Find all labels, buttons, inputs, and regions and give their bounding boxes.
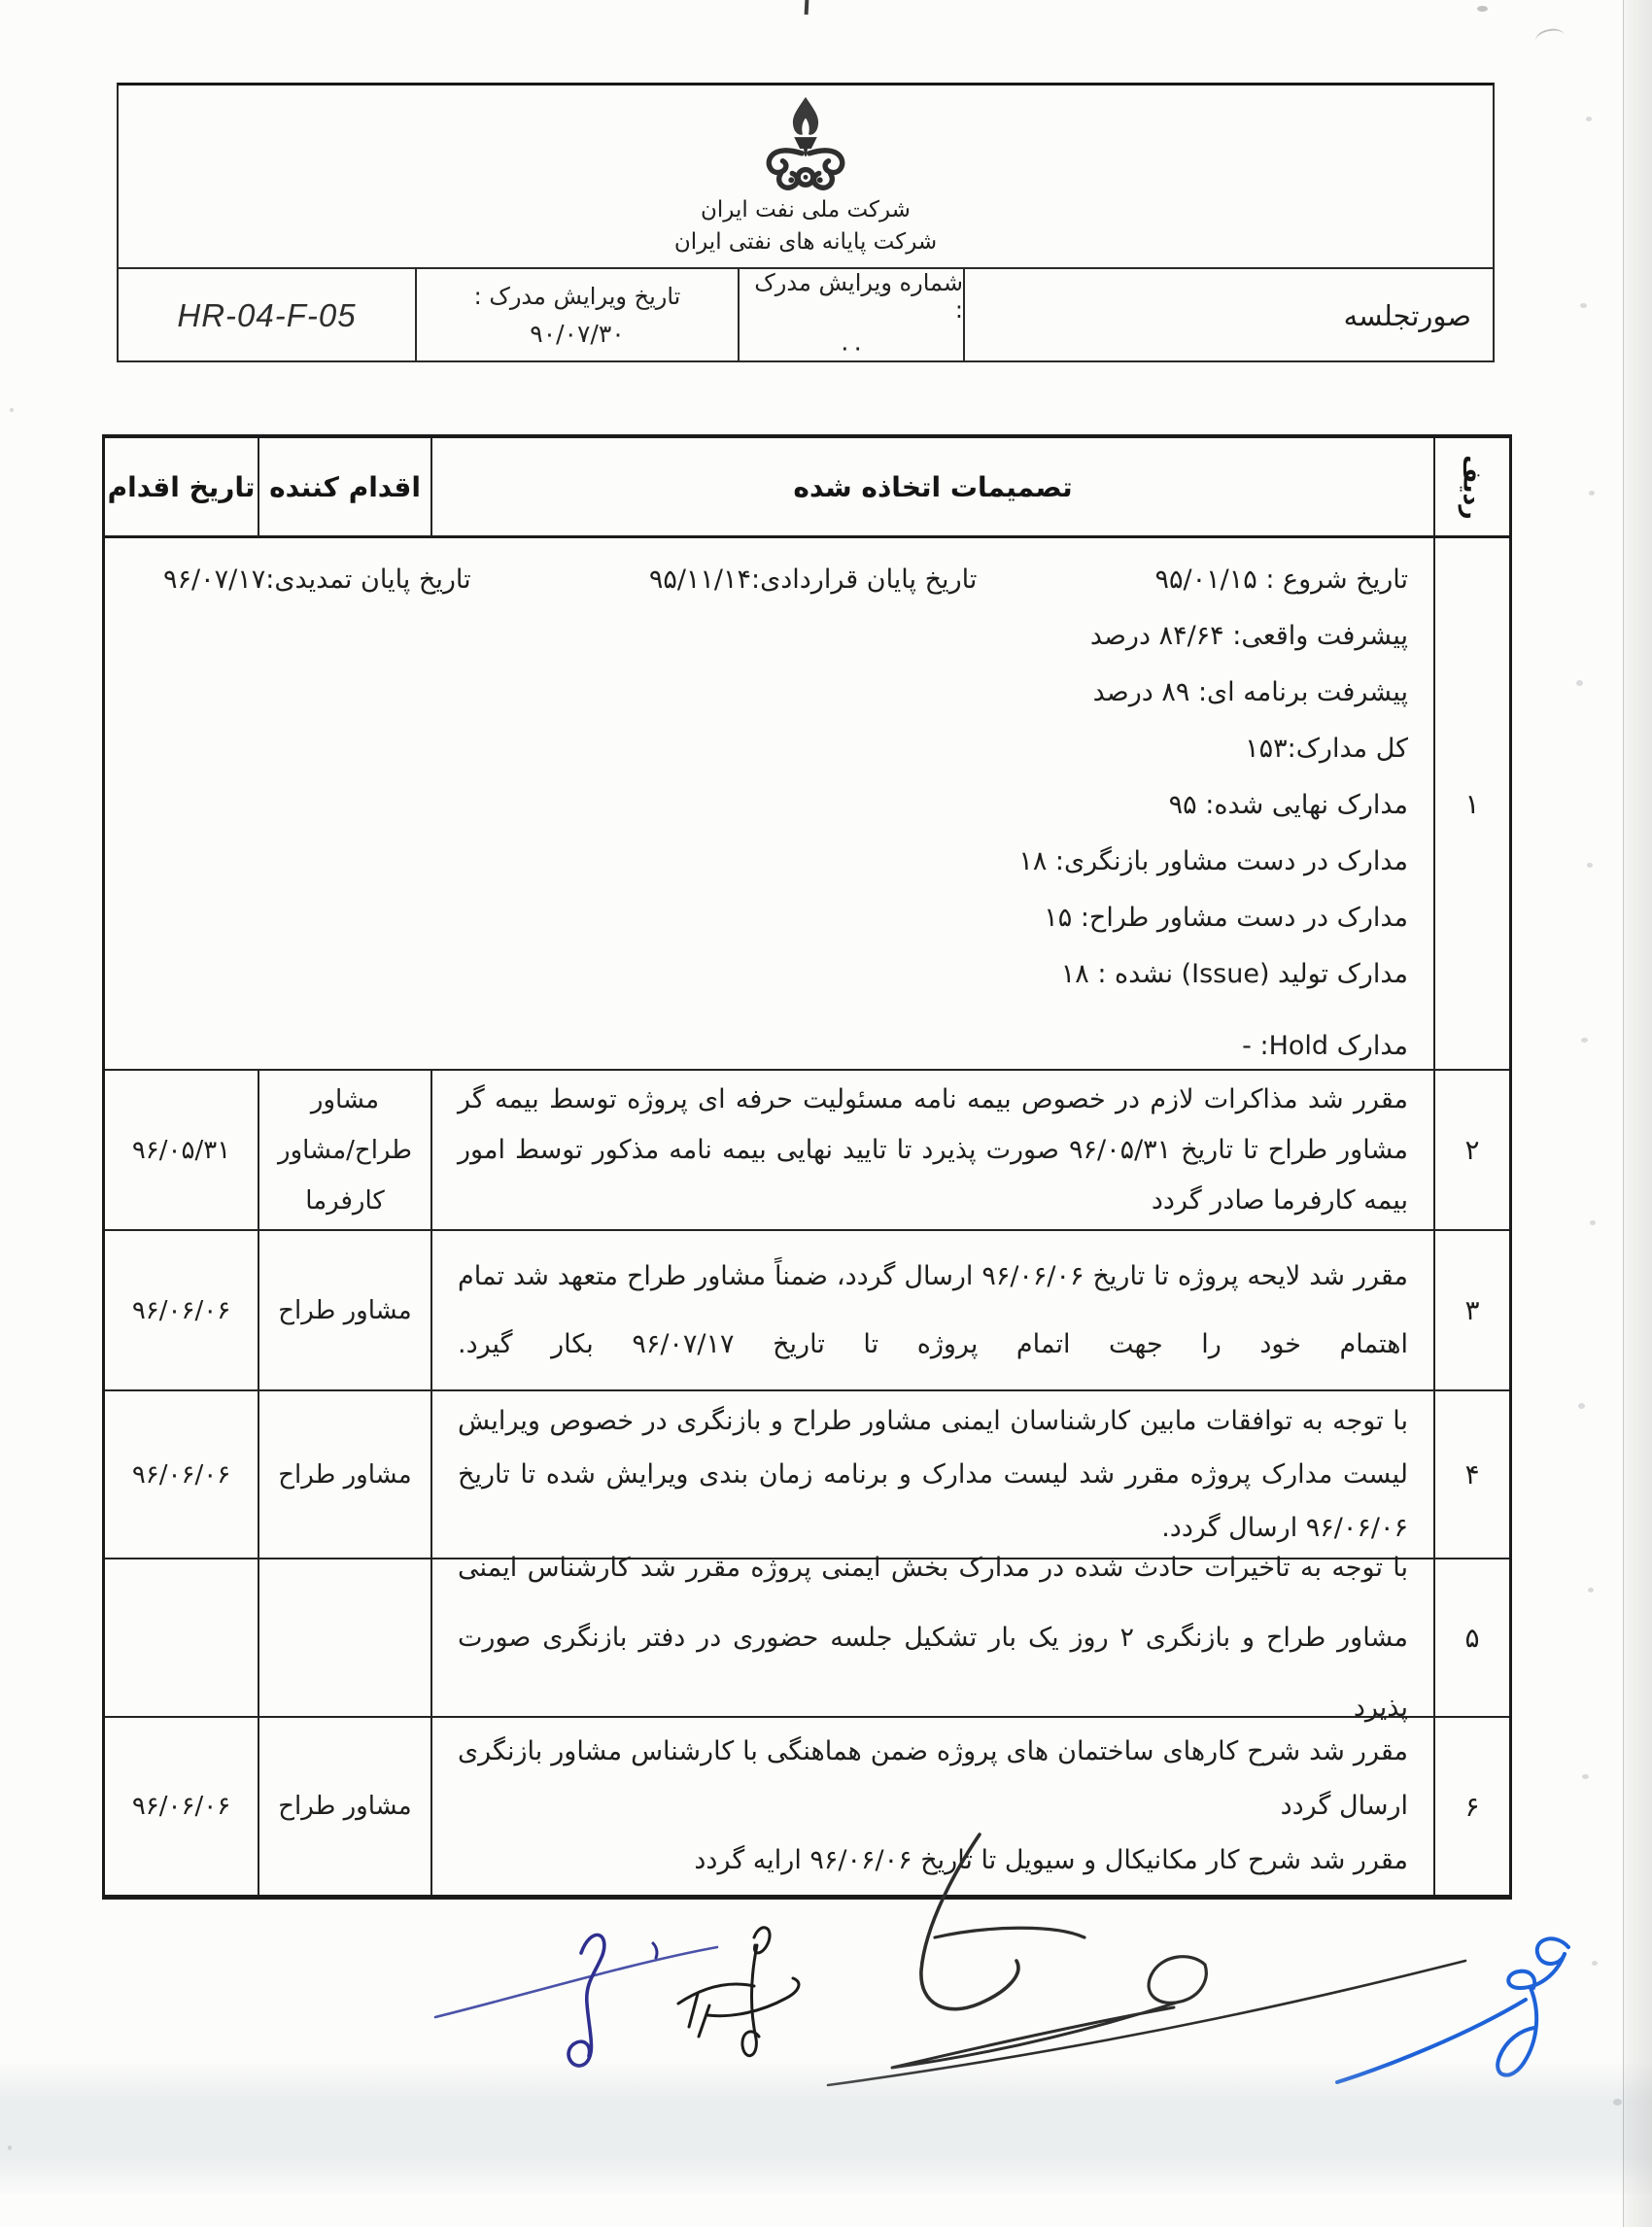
letterhead-logo-row [119, 86, 1493, 269]
letterhead-table [117, 83, 1495, 362]
row-2-actor: مشاور طراح/مشاور کارفرما [258, 1071, 430, 1231]
decision-line: مشاور طراح و بازنگری ۲ روز یک بار تشکیل جلسه حضوری در دفتر بازنگری صورت پذیرد [458, 1622, 1408, 1723]
row-1-line: پیشرفت برنامه ای: ۸۹ درصد [1092, 677, 1408, 707]
row-3-number: ۳ [1433, 1231, 1509, 1391]
decision-line: بیمه کارفرما صادر گردد [1151, 1184, 1408, 1216]
row-1-dates-line: تاریخ شروع : ۹۵/۰۱/۱۵ تاریخ پایان قراردادی:۹۵/۱۱/۱۴ تاریخ پایان تمدیدی:۹۶/۰۷/۱۷ [163, 565, 1408, 595]
row-5-action-date [105, 1559, 258, 1718]
page-right-edge-shadow [1623, 0, 1652, 2227]
doc-type-cell [965, 269, 1493, 361]
decision-line: با توجه به توافقات مابین کارشناسان ایمنی مشاور طراح و بازنگری در خصوص ویرایش [458, 1406, 1408, 1436]
row-1-line: مدارک در دست مشاور بازنگری: ۱۸ [1018, 846, 1408, 876]
scan-speck [1580, 303, 1587, 308]
row-3-action-date: ۹۶/۰۶/۰۶ [105, 1231, 258, 1391]
row-6-action-date: ۹۶/۰۶/۰۶ [131, 1792, 231, 1821]
doc-code: HR-04-F-05 [177, 296, 357, 333]
doc-type-title: صورتجلسه [1343, 298, 1471, 332]
company-name-primary: شرکت ملی نفت ایران [701, 197, 911, 223]
doc-edit-number-value: ۰۰ [838, 333, 865, 361]
row-4-actor: مشاور طراح [258, 1391, 430, 1559]
row-1-line: مدارک تولید (Issue) نشده : ۱۸ [1060, 959, 1408, 989]
row-6-number: ۶ [1433, 1718, 1509, 1895]
header-actor: اقدام کننده [258, 438, 430, 538]
signature-right-blue [1337, 1938, 1568, 2082]
row-5-decisions [430, 1552, 1433, 1723]
doc-edit-number-cell [740, 269, 965, 361]
doc-code-cell [119, 269, 417, 361]
row-1-line: مدارک در دست مشاور طراح: ۱۵ [1044, 903, 1408, 933]
row-4-action-date: ۹۶/۰۶/۰۶ [105, 1391, 258, 1559]
doc-edit-date-value: ۹۰/۰۷/۳۰ [530, 320, 625, 348]
decision-line: ۹۶/۰۶/۰۶ ارسال گردد. [1161, 1513, 1408, 1543]
row-2-action-date: ۹۶/۰۵/۳۱ [105, 1071, 258, 1231]
company-name-secondary: شرکت پایانه های نفتی ایران [673, 229, 938, 255]
signature-large-dark [828, 1834, 1465, 2085]
decision-line: ارسال گردد [1280, 1791, 1408, 1821]
doc-edit-date-cell [417, 269, 740, 361]
decision-line: لیست مدارک پروژه مقرر شد لیست مدارک و برنامه زمان بندی ویرایش شده تا تاریخ [458, 1459, 1408, 1490]
scan-speck [10, 408, 14, 412]
decision-line: مشاور طراح تا تاریخ ۹۶/۰۵/۳۱ صورت پذیرد تا تایید نهایی بیمه نامه مذکور توسط امور [458, 1134, 1408, 1165]
row-1-hold-line: مدارک Hold: - [1242, 1031, 1408, 1061]
row-5-actor [258, 1559, 430, 1718]
row-2-decisions [430, 1071, 1433, 1231]
row-6-actor: مشاور طراح [258, 1718, 430, 1895]
row-3-actor: مشاور طراح [258, 1231, 430, 1391]
scan-speck [1590, 1220, 1596, 1225]
scan-mark [805, 0, 809, 15]
scan-speck [1586, 117, 1592, 121]
row-3-decisions [430, 1231, 1433, 1391]
row-4-number: ۴ [1433, 1391, 1509, 1559]
scan-speck [1589, 491, 1595, 496]
decision-line: مقرر شد لایحه پروژه تا تاریخ ۹۶/۰۶/۰۶ ارسال گردد، ضمناً مشاور طراح متعهد شد تمام [458, 1260, 1408, 1291]
decision-line: مقرر شد شرح کار مکانیکال و سیویل تا تاریخ ۹۶/۰۶/۰۶ ارایه گردد [694, 1845, 1408, 1875]
signature-left-violet [435, 1935, 717, 2066]
scan-speck [1587, 863, 1593, 868]
decisions-table [102, 434, 1512, 1900]
header-action-date: تاریخ اقدام [105, 438, 258, 538]
doc-edit-number-label: شماره ویرایش مدرک : [754, 269, 963, 324]
row-1-number: ۱ [1433, 538, 1509, 1071]
nioc-emblem-logo [747, 93, 864, 198]
decision-line: مقرر شد مذاکرات لازم در خصوص بیمه نامه مسئولیت حرفه ای پروژه توسط بیمه گر [458, 1083, 1408, 1114]
scan-speck [1582, 1774, 1589, 1779]
scan-speck [1581, 1038, 1588, 1043]
scan-mark [1477, 6, 1488, 12]
scan-speck [8, 2145, 12, 2150]
row-5-number: ۵ [1433, 1559, 1509, 1718]
decision-line: مقرر شد شرح کارهای ساختمان های پروژه ضمن هماهنگی با کارشناس مشاور بازنگری [458, 1736, 1408, 1766]
doc-edit-date-label: تاریخ ویرایش مدرک : [473, 283, 681, 310]
scan-speck [1592, 1961, 1598, 1966]
row-1-line: پیشرفت واقعی: ۸۴/۶۴ درصد [1089, 621, 1408, 651]
header-decisions: تصمیمات اتخاذه شده [430, 438, 1433, 538]
scanner-shadow-band [0, 2063, 1652, 2194]
letterhead-info-row [119, 269, 1493, 361]
row-1-line: مدارک نهایی شده: ۹۵ [1168, 790, 1408, 820]
scan-speck [1588, 1588, 1594, 1593]
scan-mark [1533, 26, 1566, 50]
signature-middle-dark [678, 1928, 799, 2056]
scan-speck [1576, 680, 1583, 686]
header-row-no: ردیف [1433, 438, 1509, 538]
decision-line: اهتمام خود را جهت اتمام پروژه تا تاریخ ۹۶/۰۷/۱۷ بکار گیرد. [458, 1328, 1408, 1359]
row-1-decisions [105, 538, 1433, 1071]
scan-speck [1578, 1403, 1585, 1409]
decision-line: با توجه به تاخیرات حادث شده در مدارک بخش ایمنی پروژه مقرر شد کارشناس ایمنی [458, 1552, 1408, 1583]
row-2-number: ۲ [1433, 1071, 1509, 1231]
scan-speck [1613, 2099, 1622, 2106]
row-1-line: کل مدارک:۱۵۳ [1245, 734, 1408, 764]
